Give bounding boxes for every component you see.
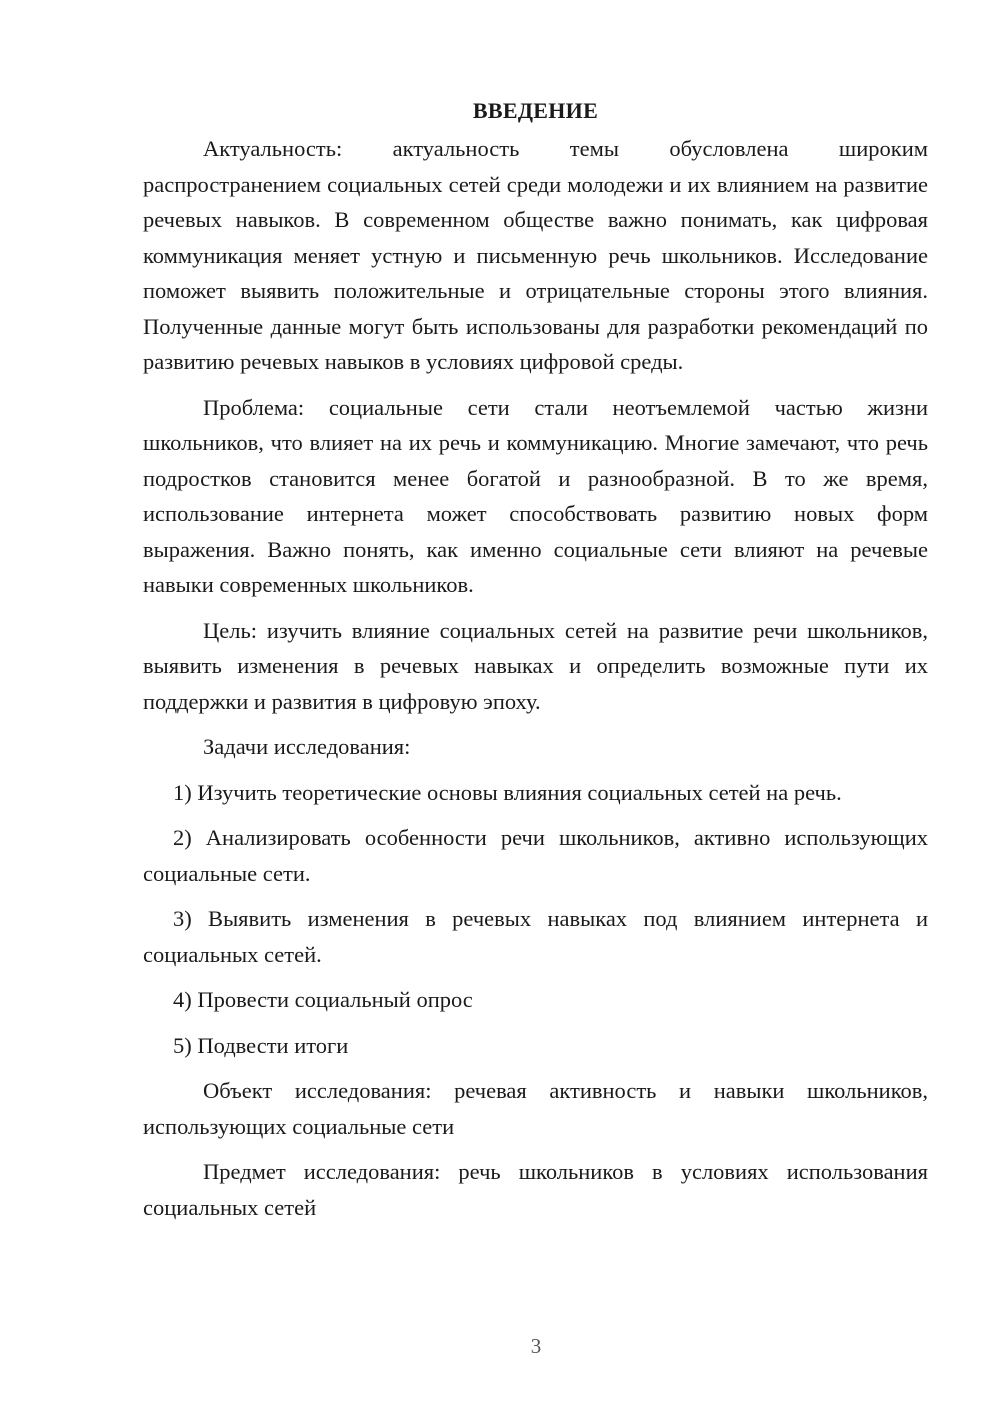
subject-paragraph: Предмет исследования: речь школьников в условиях использования социальных сетей bbox=[143, 1159, 928, 1220]
problem-paragraph: Проблема: социальные сети стали неотъемлемой частью жизни школьников, что влияет на их речь и коммуникацию. Многие замечают, что речь подростков становится менее богатой и разнообразной. В то же время, использование интернета может способствовать развитию новых форм выражения. Важно понять, как именно социальные сети влияют на речевые навыки современных школьников. bbox=[143, 394, 928, 597]
relevance-paragraph: Актуальность: актуальность темы обусловлена широким распространением социальных сетей среди молодежи и их влиянием на развитие речевых навыков. В современном обществе важно понимать, как цифровая коммуникация меняет устную и письменную речь школьников. Исследование поможет выявить положительные и отрицательные стороны этого влияния. Полученные данные могут быть использованы для разработки рекомендаций по развитию речевых навыков в условиях цифровой среды. bbox=[143, 136, 928, 374]
page-content bbox=[143, 95, 928, 1235]
page-number: 3 bbox=[530, 1334, 542, 1358]
task-item: 3) Выявить изменения в речевых навыках под влиянием интернета и социальных сетей. bbox=[143, 906, 928, 967]
goal-paragraph: Цель: изучить влияние социальных сетей на развитие речи школьников, выявить изменения в речевых навыках и определить возможные пути их поддержки и развития в цифровую эпоху. bbox=[143, 617, 928, 714]
task-item: 4) Провести социальный опрос bbox=[173, 987, 473, 1012]
task-item: 2) Анализировать особенности речи школьников, активно использующих социальные сети. bbox=[143, 825, 928, 886]
section-title: ВВЕДЕНИЕ bbox=[472, 98, 599, 123]
object-paragraph: Объект исследования: речевая активность и навыки школьников, использующих социальные сети bbox=[143, 1078, 928, 1139]
task-item: 1) Изучить теоретические основы влияния социальных сетей на речь. bbox=[173, 779, 842, 805]
tasks-heading: Задачи исследования: bbox=[203, 734, 411, 759]
task-item: 5) Подвести итоги bbox=[173, 1032, 349, 1058]
tasks-list bbox=[143, 775, 928, 1064]
